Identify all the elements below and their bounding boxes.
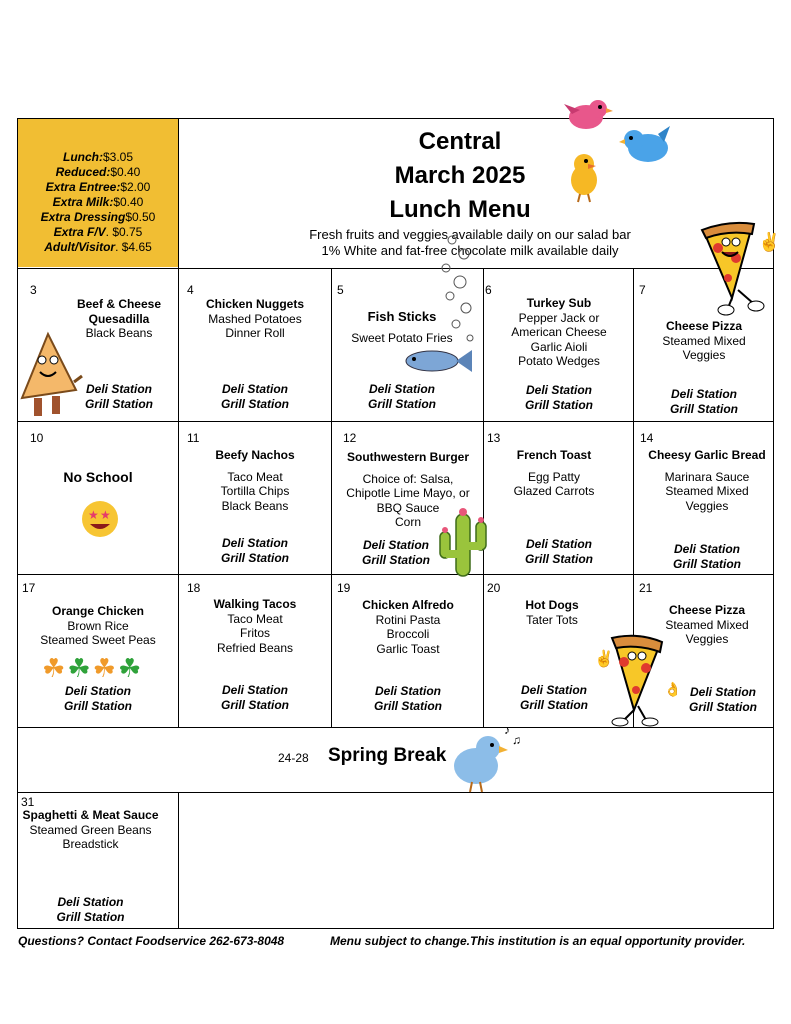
side-item: Veggies [682,348,726,362]
day-number: 18 [187,581,201,595]
side-item: Steamed Mixed [665,617,749,632]
side-item: Steamed Sweet Peas [40,633,156,647]
milk-note: 1% White and fat-free chocolate milk available daily [321,243,619,258]
no-school-label: No School [63,469,133,485]
break-dates: 24-28 [278,751,309,765]
day-20-menu [484,598,620,627]
stations: Deli Station Grill Station [63,684,132,713]
side-item: Mashed Potatoes [208,311,302,326]
side-item: Tater Tots [526,612,578,627]
side-item: Black Beans [85,326,153,340]
spring-break-label: Spring Break [328,745,447,766]
day-14-menu [634,448,780,513]
yellow-bird-icon [566,150,602,204]
entree: French Toast [516,448,592,462]
blue-bird-icon [618,124,674,168]
day-number: 20 [487,581,501,595]
row-divider [17,574,774,575]
side-item: Corn [394,515,421,529]
stations: Deli Station Grill Station [669,387,738,416]
side-item: Taco Meat [227,469,283,484]
stations: Deli Station Grill Station [373,684,442,713]
side-item: Garlic Toast [376,641,440,656]
price-row: Adult/Visitor. $4.65 [44,240,152,254]
month-title: March 2025 [394,162,526,189]
star-eyes-emoji-icon [81,500,119,538]
svg-text:♫: ♫ [512,733,521,747]
contact-footer: Questions? Contact Foodservice 262-673-8048 [18,934,285,948]
side-item: American Cheese [511,325,607,339]
stations: Deli Station Grill Station [56,895,125,924]
entree: Chicken Alfredo [362,598,454,612]
side-item: Rotini Pasta [375,612,441,627]
side-item: Dinner Roll [225,326,285,340]
side-item: Glazed Carrots [513,484,595,498]
side-item: Taco Meat [227,611,283,626]
entree: Hot Dogs [525,598,579,612]
day-4-menu [179,297,331,341]
col-divider [178,792,179,929]
side-item: Veggies [685,498,729,513]
entree: Fish Sticks [367,309,437,324]
entree: Cheese Pizza [665,319,743,333]
stations: Deli Station Grill Station [220,382,289,411]
side-item: Marinara Sauce [664,469,750,484]
shamrock-icon: ☘ [42,653,68,683]
price-row: Extra F/V. $0.75 [53,225,143,239]
notice-footer: Menu subject to change.This institution is an equal opportunity provider. [330,934,746,948]
entree: Turkey Sub [526,296,592,310]
entree: Cheese Pizza [668,603,746,617]
stations: Deli Station Grill Station [220,683,289,712]
side-item: Choice of: Salsa, [362,471,454,486]
shamrock-icon: ☘ [117,653,144,683]
svg-text:👌: 👌 [664,681,682,697]
pizza-mascot-icon [594,634,684,728]
day-number: 13 [487,431,501,445]
day-number: 5 [337,283,344,297]
entree: Cheesy Garlic Bread [648,448,766,462]
entree: Walking Tacos [213,597,297,611]
stations: Deli Station Grill Station [84,382,153,411]
side-item: Tortilla Chips [220,484,290,498]
day-17-menu [18,604,178,648]
price-list [18,150,178,255]
day-7-menu [634,319,774,363]
stations: Deli Station Grill Station [361,538,430,567]
side-item: BBQ Sauce [376,500,440,515]
day-number: 7 [639,283,646,297]
side-item: Veggies [685,632,729,646]
day-number: 14 [640,431,654,445]
side-item: Refried Beans [216,640,294,655]
side-item: Sweet Potato Fries [351,330,453,345]
day-number: 17 [22,581,36,595]
day-13-menu [484,448,624,499]
price-row: Lunch:$3.05 [62,150,134,164]
entree: Beef & Cheese Quesadilla [76,297,162,326]
side-item: Garlic Aioli [530,339,588,354]
side-item: Chipotle Lime Mayo, or [346,486,470,500]
price-row: Reduced:$0.40 [55,165,141,179]
day-11-menu [179,448,331,513]
stations: Deli Station Grill Station [220,536,289,565]
price-row: Extra Milk:$0.40 [52,195,144,209]
shamrock-icon: ☘ [67,653,93,683]
entree: Chicken Nuggets [205,297,304,311]
day-number: 3 [30,283,37,297]
entree: Orange Chicken [51,604,145,618]
side-item: Steamed Mixed [662,333,746,348]
day-10-menu [18,470,178,485]
entree: Southwestern Burger [346,450,469,464]
day-number: 11 [187,431,200,445]
day-5-menu [332,310,472,345]
salad-note: Fresh fruits and veggies available daily on our salad bar [309,227,631,242]
svg-text:★: ★ [88,508,99,522]
day-number: 31 [21,795,35,809]
day-number: 4 [187,283,194,297]
side-item: Brown Rice [67,618,129,633]
entree: Spaghetti & Meat Sauce [22,808,159,822]
stations: Deli Station Grill Station [519,683,588,712]
row-divider [17,268,774,269]
svg-text:★: ★ [100,508,111,522]
stations: Deli Station Grill Station [524,383,593,412]
school-name: Central [418,128,502,155]
side-item: Pepper Jack or [518,310,600,325]
svg-text:✌: ✌ [758,232,781,252]
side-item: Broccoli [386,627,430,641]
day-6-menu [484,296,634,369]
shamrock-icons [42,654,143,682]
day-3-menu [60,297,178,341]
side-item: Egg Patty [527,469,581,484]
price-row: Extra Dressing$0.50 [40,210,156,224]
day-number: 19 [337,581,351,595]
shamrock-icon: ☘ [92,653,118,683]
side-item: Potato Wedges [518,354,600,368]
day-18-menu [179,597,331,655]
svg-text:♪: ♪ [504,723,510,737]
pink-bird-icon [562,96,614,134]
price-row: Extra Entree:$2.00 [45,180,151,194]
side-item: Steamed Green Beans [29,822,152,837]
row-divider [17,421,774,422]
day-number: 6 [485,283,492,297]
side-item: Black Beans [221,498,289,513]
pizza-mascot-icon [692,218,781,316]
singing-bird-icon [446,720,528,794]
row-divider [17,792,774,793]
day-number: 21 [639,581,653,595]
side-item: Steamed Mixed [665,484,749,498]
day-12-menu [332,450,484,530]
entree: Beefy Nachos [215,448,295,462]
day-number: 12 [343,431,357,445]
menu-title: Lunch Menu [389,196,531,223]
day-19-menu [332,598,484,656]
side-item: Breadstick [62,837,119,851]
col-divider [178,118,179,268]
day-31-menu [18,808,163,852]
stations: Deli Station Grill Station [367,382,436,411]
day-21-menu [634,603,780,647]
side-item: Fritos [240,626,270,640]
fish-icon [400,346,474,376]
stations: Deli Station Grill Station [672,542,741,571]
stations: Deli Station Grill Station [688,685,757,714]
day-number: 10 [30,431,44,445]
stations: Deli Station Grill Station [524,537,593,566]
svg-text:✌: ✌ [594,651,614,668]
